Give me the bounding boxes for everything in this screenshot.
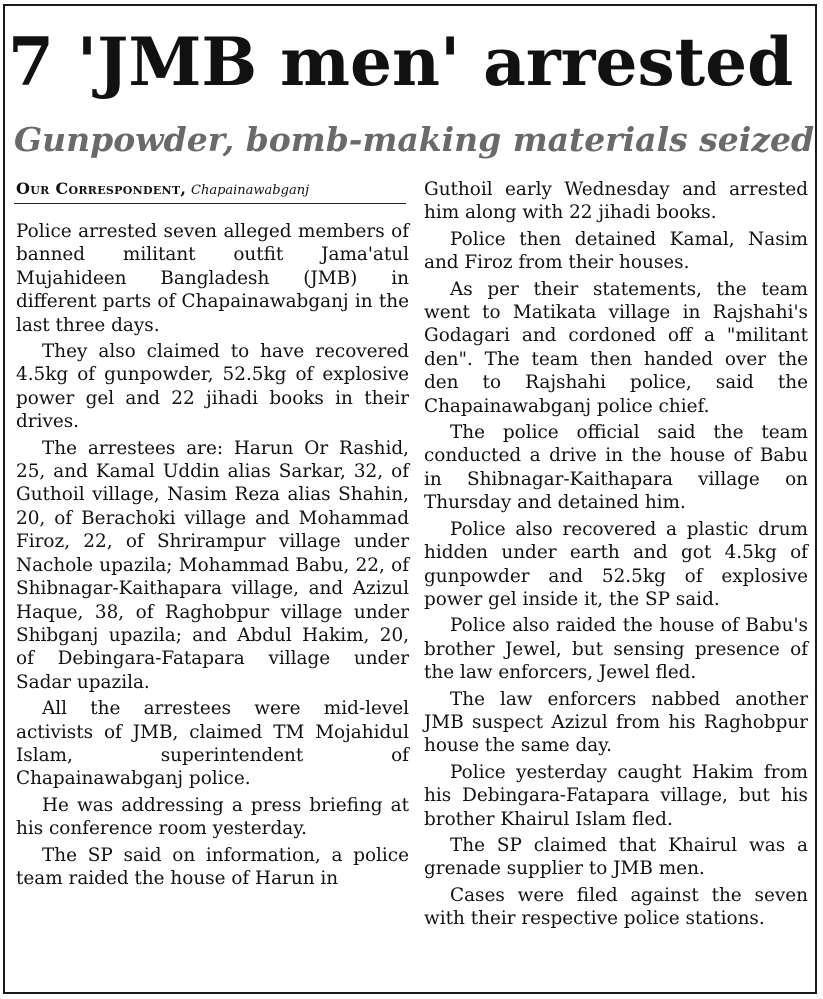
article-paragraph: The SP claimed that Khairul was a grenade supplier to JMB men. xyxy=(424,834,808,880)
headline: 7 'JMB men' arrested xyxy=(8,23,794,101)
article-paragraph: Cases were filed against the seven with their respective police stations. xyxy=(424,884,808,930)
article-paragraph: They also claimed to have recovered 4.5kg of gunpowder, 52.5kg of explosive power gel and 22 jihadi books in their drives. xyxy=(16,341,409,433)
byline xyxy=(16,178,411,202)
article-paragraph: He was addressing a press briefing at his conference room yesterday. xyxy=(16,794,409,840)
article-paragraph: All the arrestees were mid-level activists of JMB, claimed TM Mojahidul Islam, superintendent of Chapainawabganj police. xyxy=(16,698,409,790)
article-paragraph: Police also raided the house of Babu's brother Jewel, but sensing presence of the law enforcers, Jewel fled. xyxy=(424,615,808,684)
article-paragraph: The SP said on information, a police team raided the house of Harun in xyxy=(16,844,409,889)
article-paragraph: The arrestees are: Harun Or Rashid, 25, and Kamal Uddin alias Sarkar, 32, of Guthoil village, Nasim Reza alias Shahin, 20, of Berachoki village and Mohammad Firoz, 22, of Shrirampur village under Nachole upazila; Mohammad Babu, 22, of Shibnagar-Kaithapara village, and Azizul Haque, 38, of Raghobpur village under Shibganj upazila; and Abdul Hakim, 20, of Debingara-Fatapara village under Sadar upazila. xyxy=(16,437,409,693)
article-column-2 xyxy=(424,178,808,931)
byline-divider xyxy=(14,203,406,204)
article-paragraph: The police official said the team conducted a drive in the house of Babu in Shibnagar-Kaithapara village on Thursday and detained him. xyxy=(424,422,808,514)
byline-name: Our Correspondent, xyxy=(16,179,187,198)
article-column-1 xyxy=(16,220,409,890)
byline-place: Chapainawabganj xyxy=(191,183,310,198)
article-paragraph: Police yesterday caught Hakim from his Debingara-Fatapara village, but his brother Khairul Islam fled. xyxy=(424,761,808,830)
subheadline: Gunpowder, bomb-making materials seized xyxy=(14,120,815,159)
article-paragraph: As per their statements, the team went to Matikata village in Rajshahi's Godagari and cordoned off a "militant den". The team then handed over the den to Rajshahi police, said the Chapainawabganj police chief. xyxy=(424,278,808,417)
article-paragraph: Police then detained Kamal, Nasim and Firoz from their houses. xyxy=(424,228,808,274)
article-paragraph: Police arrested seven alleged members of banned militant outfit Jama'atul Mujahideen Bangladesh (JMB) in different parts of Chapainawabganj in the last three days. xyxy=(16,221,409,336)
article-paragraph: Police also recovered a plastic drum hidden under earth and got 4.5kg of gunpowder and 52.5kg of explosive power gel inside it, the SP said. xyxy=(424,518,808,610)
article-paragraph: The law enforcers nabbed another JMB suspect Azizul from his Raghobpur house the same day. xyxy=(424,688,808,757)
article-paragraph: Guthoil early Wednesday and arrested him along with 22 jihadi books. xyxy=(424,179,808,224)
